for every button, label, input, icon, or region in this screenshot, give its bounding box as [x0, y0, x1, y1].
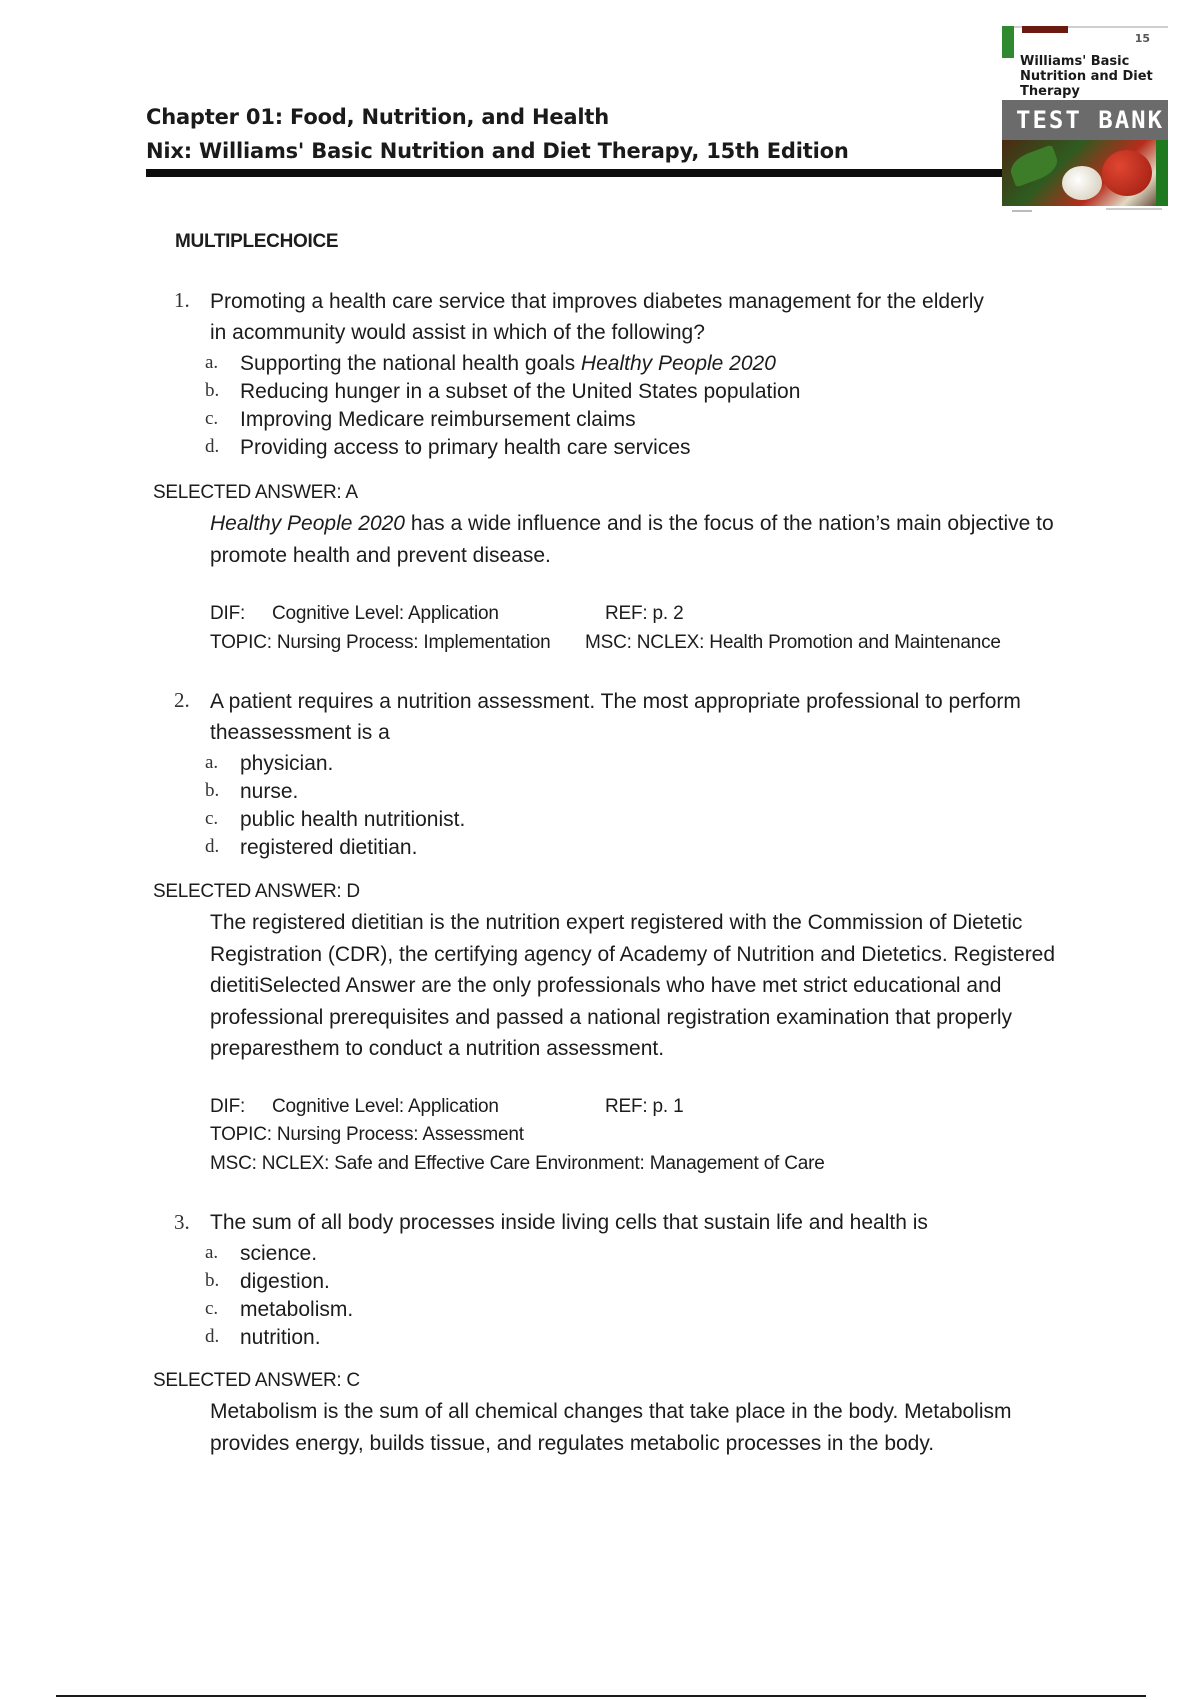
cover-red-chip [1022, 26, 1068, 33]
option-letter: b. [205, 1270, 220, 1291]
book-cover [1002, 26, 1168, 214]
option-letter: b. [205, 380, 220, 401]
dif-label: DIF: [210, 603, 246, 624]
book-title: Nix: Williams' Basic Nutrition and Diet Therapy, 15th Edition [146, 139, 849, 163]
rationale-line: promote health and prevent disease. [210, 543, 551, 567]
question-text-line: Promoting a health care service that improves diabetes management for the elderly [210, 290, 984, 313]
topic: TOPIC: Nursing Process: Implementation [210, 632, 551, 653]
rationale-line: Metabolism is the sum of all chemical changes that take place in the body. Metabolism [210, 1400, 1012, 1423]
rationale [210, 508, 1110, 571]
rationale-line: dietitiSelected Answer are the only professionals who have met strict educational and [210, 974, 1002, 997]
option-letter: a. [205, 352, 219, 373]
option-letter: d. [205, 1326, 220, 1347]
selected-answer: SELECTED ANSWER: C [153, 1370, 360, 1391]
option-a-text: science. [240, 1242, 318, 1265]
section-label: MULTIPLECHOICE [175, 231, 339, 252]
tomato-shape [1102, 150, 1152, 196]
topic: TOPIC: Nursing Process: Assessment [210, 1124, 524, 1145]
question-number: 2. [174, 688, 190, 712]
option-letter: c. [205, 808, 219, 829]
option-letter: b. [205, 780, 220, 801]
question-text-line: A patient requires a nutrition assessment. The most appropriate professional to perform [210, 690, 1021, 713]
question-number: 1. [174, 288, 190, 312]
option-letter: d. [205, 436, 220, 457]
rationale-line: preparesthem to conduct a nutrition assessment. [210, 1037, 665, 1060]
rationale-line: Registration (CDR), the certifying agency of Academy of Nutrition and Dietetics. Registered [210, 942, 1056, 966]
option-text-plain: Supporting the national health goals [240, 352, 581, 375]
header-rule [146, 169, 1008, 177]
cover-footer-mark [1012, 210, 1032, 212]
option-letter: c. [205, 1298, 219, 1319]
rationale [210, 1396, 1110, 1459]
question-number: 3. [174, 1210, 190, 1234]
cover-title: Williams' Basic Nutrition and Diet Therapy [1020, 54, 1153, 99]
rationale-line [210, 508, 1110, 540]
option-c-text: Improving Medicare reimbursement claims [240, 408, 636, 431]
question-text [210, 1207, 1090, 1238]
rationale-text: has a wide influence and is the focus of the nation’s main objective to [404, 512, 1054, 535]
cover-edition-mark: 15 [1134, 32, 1150, 45]
cover-green-edge [1156, 140, 1168, 206]
rationale-line: provides energy, builds tissue, and regulates metabolic processes in the body. [210, 1431, 935, 1455]
option-a-text [240, 350, 776, 378]
option-d-text: Providing access to primary health care services [240, 436, 691, 459]
option-b-text: nurse. [240, 780, 299, 803]
msc: MSC: NCLEX: Health Promotion and Maintenance [585, 632, 1001, 653]
option-b-text: Reducing hunger in a subset of the United States population [240, 380, 801, 403]
option-letter: a. [205, 752, 219, 773]
question-text-line: theassessment is a [210, 721, 390, 744]
question-text-line: in acommunity would assist in which of the following? [210, 321, 705, 344]
dif-value: Cognitive Level: Application [272, 603, 499, 624]
msc: MSC: NCLEX: Safe and Effective Care Environment: Management of Care [210, 1153, 825, 1174]
question-text [210, 286, 1090, 348]
option-d-text: nutrition. [240, 1326, 321, 1349]
dif-label: DIF: [210, 1096, 246, 1117]
cover-publisher-mark [1106, 208, 1162, 210]
question-text-line: The sum of all body processes inside living cells that sustain life and health is [210, 1211, 928, 1234]
cover-band-text: TEST BANK [1016, 106, 1165, 134]
ref-page: REF: p. 1 [605, 1096, 684, 1117]
page-header [146, 100, 1008, 168]
rationale-italic: Healthy People 2020 [210, 512, 405, 535]
cover-food-photo [1002, 140, 1168, 206]
option-letter: d. [205, 836, 220, 857]
rationale [210, 907, 1110, 1065]
garlic-shape [1062, 166, 1102, 200]
question-text [210, 686, 1090, 748]
option-a-text: physician. [240, 752, 334, 775]
ref-page: REF: p. 2 [605, 603, 684, 624]
option-c-text: metabolism. [240, 1298, 354, 1321]
option-d-text: registered dietitian. [240, 836, 418, 859]
option-text-italic: Healthy People 2020 [580, 352, 776, 375]
rationale-line: The registered dietitian is the nutrition expert registered with the Commission of Dietetic [210, 911, 1023, 934]
selected-answer: SELECTED ANSWER: A [153, 482, 358, 503]
option-letter: a. [205, 1242, 219, 1263]
option-b-text: digestion. [240, 1270, 330, 1293]
selected-answer: SELECTED ANSWER: D [153, 881, 360, 902]
option-c-text: public health nutritionist. [240, 808, 466, 831]
rationale-line: professional prerequisites and passed a national registration examination that properly [210, 1005, 1012, 1029]
option-letter: c. [205, 408, 219, 429]
leaf-shape [1007, 145, 1062, 188]
cover-green-band [1002, 26, 1014, 58]
footer-rule [56, 1695, 1146, 1697]
chapter-title: Chapter 01: Food, Nutrition, and Health [146, 105, 609, 129]
dif-value: Cognitive Level: Application [272, 1096, 499, 1117]
